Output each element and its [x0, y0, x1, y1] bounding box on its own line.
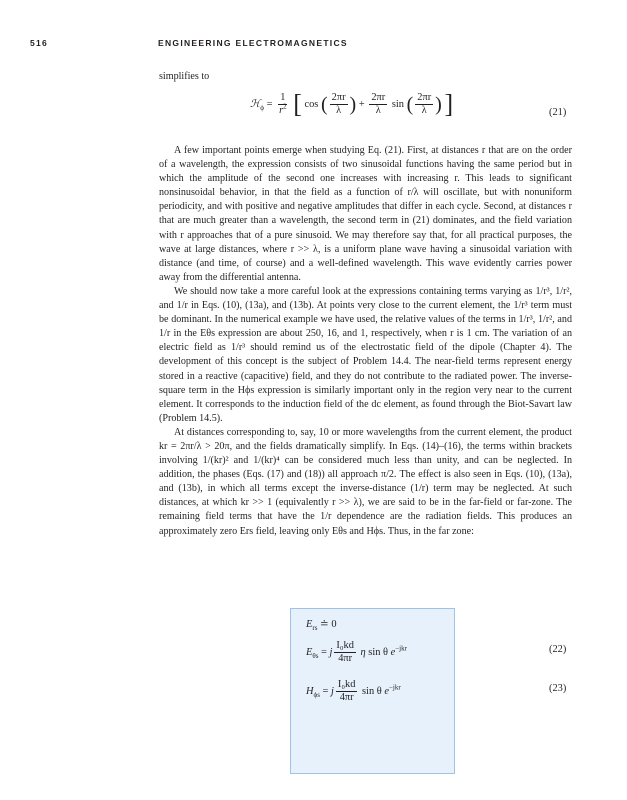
- denominator: λ: [336, 105, 342, 116]
- left-bracket: [: [293, 89, 302, 119]
- equation-21: ℋ$_\phi$ = $\frac{1}{r^2}$ [ cos ( $\frac{2\pi r}{\lambda}$ ) + $\frac{2\pi r}{\lambda}$ sin ( $\frac{2\pi r}{\lambda}$ ) ]: [250, 89, 454, 119]
- denominator: $r^2$: [279, 102, 287, 116]
- sin-argument: [415, 92, 433, 117]
- equation-23: $H_{\phi s} = j$ $\frac{\text{I₀kd}}{4\pi r}$ sin θ $e^{-jkr}$: [306, 679, 401, 703]
- body-text: [159, 144, 572, 539]
- field-fraction: $\frac{\text{I₀kd}}{4\pi r}$: [336, 640, 354, 664]
- equals-sign: =: [266, 98, 273, 110]
- numerator: 2πr: [417, 92, 432, 103]
- numerator: 2πr: [371, 92, 386, 103]
- paragraph: We should now take a more careful look at the expressions containing terms varying as 1/r³, 1/r², and 1/r in Eqs. (10), (13a), and (13b). At points very close to the current element, the 1/r³ term must be dominant. In the numerical example we have used, the relative values of the terms in 1/r³, 1/r², and 1/r in the Eθs expression are about 250, 16, and 1, respectively, when r is 1 cm. The variation of an electric field as 1/r³ should remind us of the electrostatic field of the dipole (Chapter 4). The development of this concept is the subject of Problem 14.4. The near-field terms represent energy stored in a reactive (capacitive) field, and they do not contribute to the radiated power. The inverse-square term in the Hϕs expression is similarly important only in the region very near to the current element. It corresponds to the induction field of the dc element, as found through the Biot-Savart law (Problem 14.5).: [159, 285, 572, 424]
- denominator: λ: [375, 105, 381, 116]
- right-bracket: ]: [444, 89, 454, 119]
- equation-er-zero: $E_{rs}$ ≐ 0: [306, 619, 337, 633]
- h-phi-symbol: ℋ: [250, 98, 261, 110]
- h-phi-subscript: ϕ: [260, 103, 264, 112]
- numerator: 2πr: [331, 92, 346, 103]
- equation-22: $E_{\theta s} = j$ $\frac{\text{I₀kd}}{4\pi r}$ η sin θ $e^{-jkr}$: [306, 640, 407, 664]
- equation-number-23: (23): [549, 683, 567, 694]
- amplitude-factor: [369, 92, 387, 117]
- denominator: λ: [421, 105, 427, 116]
- paragraph: A few important points emerge when studying Eq. (21). First, at distances r that are on the order of a wavelength, the expression consists of two sinusoidal functions having the same period but in which the amplitude of the second one increases with increasing r. This leads to significant nonsinusoidal behavior, in that the field as a function of r/λ will oscillate, but with nonuniform periodicity, and with positive and negative amplitudes that differ in each cycle. Second, at distances r that are much greater than a wavelength, the second term in (21) dominates, and the field variation with r approaches that of a pure sinusoid. We may therefore say that, for all practical purposes, the wave at large distances, where r >> λ, is a uniform plane wave having a sinusoidal variation with distance (and time, of course) and a well-defined wavelength. This wave evidently carries power away from the differential antenna.: [159, 145, 572, 283]
- page-header: [30, 38, 600, 52]
- approx-zero: ≐ 0: [320, 619, 337, 630]
- numerator: 1: [280, 92, 286, 103]
- equation-number-22: (22): [549, 644, 567, 655]
- lead-text: simplifies to: [159, 71, 210, 82]
- one-over-r2: [277, 92, 289, 117]
- field-fraction: $\frac{\text{I₀kd}}{4\pi r}$: [337, 679, 356, 703]
- eta-symbol: η: [360, 646, 366, 658]
- sin-label: sin: [391, 98, 404, 110]
- sin-theta: sin θ: [362, 685, 382, 697]
- cos-label: cos: [304, 98, 319, 110]
- sin-theta: sin θ: [368, 646, 388, 658]
- cos-argument: [330, 92, 348, 117]
- paragraph: At distances corresponding to, say, 10 or more wavelengths from the current element, the product kr = 2πr/λ > 20π, and the fields dramatically simplify. In Eqs. (14)–(16), the terms within brackets involving 1/(kr)² and 1/(kr)⁴ can be considered much less than unity, and can be neglected. In addition, the phases (Eqs. (17) and (18)) all approach π/2. The effect is also seen in Eqs. (10), (13a), and (13b), in which all terms except the inverse-distance (1/r) term may be neglected. At such distances, at which kr >> 1 (equivalently r >> λ), we are said to be in the far-field or far-zone. The remaining field terms that have the 1/r dependence are the radiation fields. This produces an approximately zero Ers field, leaving only Eθs and Hϕs. Thus, in the far zone:: [159, 426, 572, 537]
- running-title: ENGINEERING ELECTROMAGNETICS: [158, 38, 348, 48]
- page-number: 516: [30, 38, 49, 48]
- equation-number-21: (21): [549, 107, 567, 118]
- plus-sign: +: [358, 98, 365, 110]
